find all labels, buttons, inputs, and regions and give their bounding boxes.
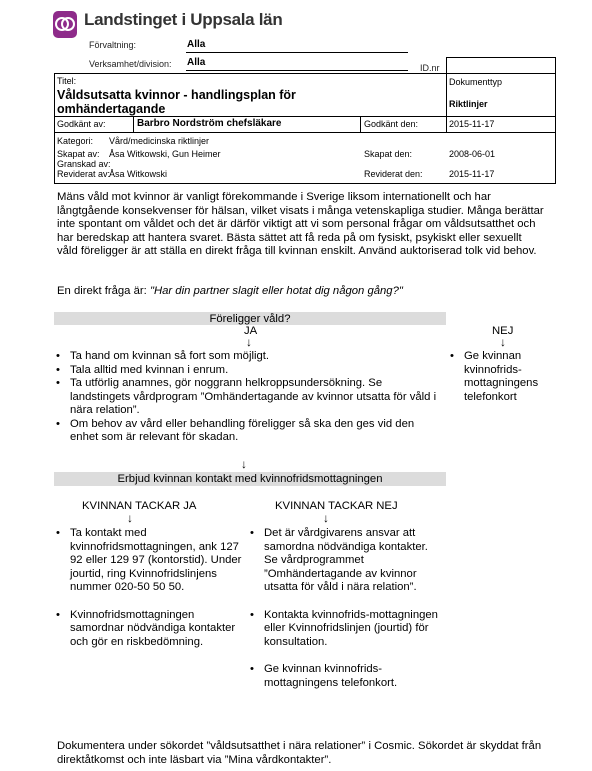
no-label: NEJ <box>492 325 514 337</box>
doctype-value: Riktlinjer <box>449 99 488 109</box>
accepts-list <box>56 527 246 649</box>
no-actions-list <box>450 350 550 404</box>
doctype-label: Dokumenttyp <box>449 77 503 87</box>
skapat-den-value: 2008-06-01 <box>449 149 496 159</box>
direct-question <box>57 285 544 299</box>
yes-label: JA <box>244 325 258 337</box>
divider <box>54 116 556 117</box>
list-item: • Ta kontakt med kvinnofridsmottagningen, ank 127 92 eller 129 97 (kontorstid). Under jourtid, ring Kvinnofridslinjens nummer 020-50 50 50. <box>56 527 246 595</box>
skapat-den-label: Skapat den: <box>364 149 413 159</box>
list-item: • Ge kvinnan kvinnofrids-mottagningens telefonkort <box>450 350 550 404</box>
list-item: • Om behov av vård eller behandling föreligger så ska den ges vid den enhet som är relevant för skadan. <box>56 418 440 445</box>
list-item: • Det är vårdgivarens ansvar att samordna nödvändiga kontakter. Se vårdprogrammet ”Omhändertagande av kvinnor utsatta för våld i nära relation”. <box>250 527 444 595</box>
decision-box: Föreligger våld? <box>54 312 446 325</box>
offer-box: Erbjud kvinnan kontakt med kvinnofridsmottagningen <box>54 472 446 486</box>
question-text: "Har din partner slagit eller hotat dig någon gång?" <box>149 285 403 297</box>
title-label: Titel: <box>57 76 77 86</box>
kategori-value: Vård/medicinska riktlinjer <box>109 136 210 146</box>
forvaltning-label: Förvaltning: <box>89 40 137 50</box>
forvaltning-value: Alla <box>187 39 206 50</box>
list-item: • Kvinnofridsmottagningen samordnar nödvändiga kontakter och gör en riskbedömning. <box>56 609 246 650</box>
reviderat-den-label: Reviderat den: <box>364 169 423 179</box>
declines-list <box>250 527 444 690</box>
reviderat-av-value: Åsa Witkowski <box>109 169 168 179</box>
intro-paragraph: Mäns våld mot kvinnor är vanligt förekommande i Sverige liksom internationellt och har långtgående konsekvenser för hälsan, vilket visats i många vetenskapliga studier. Många berättar inte spontant om våldet och det är därför viktigt att vi som personal frågar om våldsutsatthet och har beredskap att hantera svaret. Bästa sättet att få reda på om fysiskt, psykiskt eller sexuellt våld föreligger är att ställa en direkt fråga till kvinnan enskilt. Använd auktoriserad tolk vid behov. <box>57 191 544 257</box>
reviderat-den-value: 2015-11-17 <box>449 169 495 179</box>
verksamhet-value: Alla <box>187 57 206 68</box>
list-item: • Ge kvinnan kvinnofrids-mottagningens telefonkort. <box>250 663 444 690</box>
yes-actions-list <box>56 350 440 445</box>
verksamhet-label: Verksamhet/division: <box>89 59 172 69</box>
reviderat-av-label: Reviderat av: <box>57 169 111 179</box>
skapat-av-label: Skapat av: <box>57 149 100 159</box>
arrow-down-icon: ↓ <box>323 511 329 525</box>
granskad-label: Granskad av: <box>57 159 111 169</box>
landstinget-logo-icon <box>53 11 77 38</box>
document-title: Våldsutsatta kvinnor - handlingsplan för omhändertagande <box>57 88 296 116</box>
godkant-den-label: Godkänt den: <box>364 119 419 129</box>
arrow-down-icon: ↓ <box>500 335 506 349</box>
question-prefix: En direkt fråga är: <box>57 285 150 297</box>
arrow-down-icon: ↓ <box>241 457 247 471</box>
arrow-down-icon: ↓ <box>127 511 133 525</box>
kategori-label: Kategori: <box>57 136 94 146</box>
divider <box>360 116 361 133</box>
list-item: • Tala alltid med kvinnan i enrum. <box>56 364 440 378</box>
list-item: • Ta utförlig anamnes, gör noggrann helkroppsundersökning. Se landstingets vårdprogram ”Omhändertagande av kvinnor utsatta för våld i nära relation”. <box>56 377 440 418</box>
divider <box>446 73 447 133</box>
divider <box>133 116 134 133</box>
godkant-den-value: 2015-11-17 <box>449 119 495 129</box>
skapat-av-value: Åsa Witkowski, Gun Heimer <box>109 149 221 159</box>
godkant-av-value: Barbro Nordström chefsläkare <box>137 118 282 129</box>
divider <box>186 70 408 71</box>
list-item: • Kontakta kvinnofrids-mottagningen eller Kvinnofridslinjen (jourtid) för konsultation. <box>250 609 444 650</box>
declines-label: KVINNAN TACKAR NEJ <box>275 500 398 512</box>
arrow-down-icon: ↓ <box>246 335 252 349</box>
id-label: ID.nr <box>420 63 440 73</box>
divider <box>54 132 556 133</box>
divider <box>186 52 408 53</box>
org-name: Landstinget i Uppsala län <box>84 10 283 29</box>
id-field <box>446 57 556 74</box>
list-item: • Ta hand om kvinnan så fort som möjligt. <box>56 350 440 364</box>
accepts-label: KVINNAN TACKAR JA <box>82 500 197 512</box>
godkant-av-label: Godkänt av: <box>57 119 106 129</box>
footer-note: Dokumentera under sökordet ”våldsutsatthet i nära relationer” i Cosmic. Sökordet är skyddat från direktåtkomst och inte läsbart via ”Mina vårdkontakter”. <box>57 740 542 766</box>
